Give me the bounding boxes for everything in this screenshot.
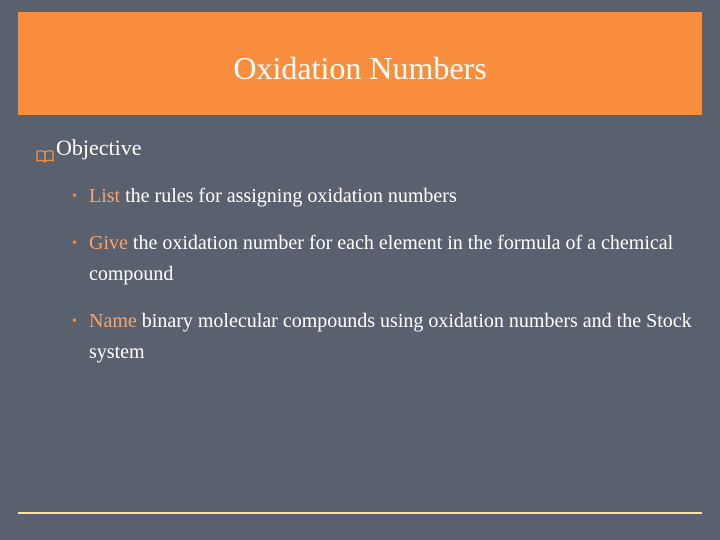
objective-list	[72, 181, 692, 384]
title-bar	[18, 12, 702, 115]
slide-title: Oxidation Numbers	[233, 49, 487, 86]
bullet-keyword: List	[89, 185, 121, 207]
bullet-text: the oxidation number for each element in the formula of a chemical compound	[89, 232, 674, 285]
objective-heading	[36, 134, 142, 162]
list-item	[72, 228, 692, 290]
list-item	[72, 306, 692, 368]
bullet-dot: •	[72, 236, 77, 251]
bullet-dot: •	[72, 314, 77, 329]
bullet-text: binary molecular compounds using oxidation numbers and the Stock system	[89, 310, 692, 363]
bullet-text: the rules for assigning oxidation numbers	[120, 185, 457, 207]
book-icon	[36, 142, 54, 156]
objective-label: Objective	[56, 135, 142, 160]
bullet-keyword: Give	[89, 232, 128, 254]
footer-divider	[18, 512, 702, 514]
list-item	[72, 181, 692, 212]
bullet-dot: •	[72, 189, 77, 204]
bullet-keyword: Name	[89, 310, 137, 332]
